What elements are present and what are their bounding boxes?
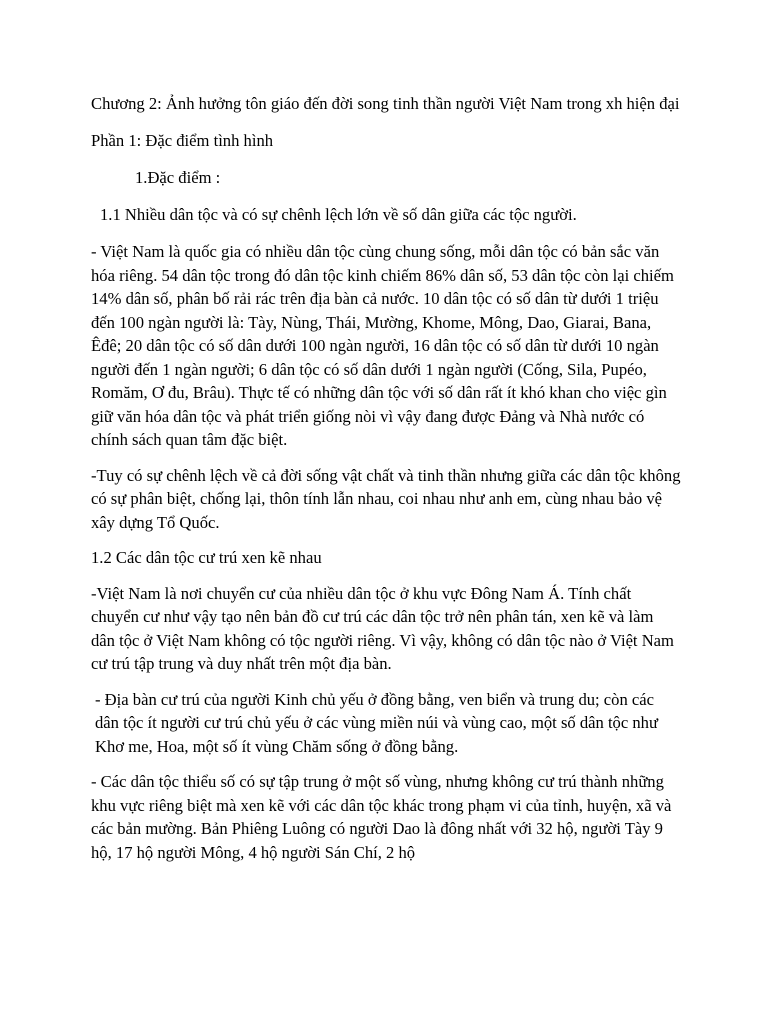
paragraph-ethnic-groups: - Việt Nam là quốc gia có nhiều dân tộc cùng chung sống, mỗi dân tộc có bản sắc văn hóa riêng. 54 dân tộc trong đó dân tộc kinh chiếm 86% dân số, 53 dân tộc còn lại chiếm 14% dân số, phân bố rải rác trên địa bàn cả nước. 10 dân tộc có số dân từ dưới 1 triệu đến 100 ngàn người là: Tày, Nùng, Thái, Mường, Khome, Mông, Dao, Giarai, Bana, Êđê; 20 dân tộc có số dân dưới 100 ngàn người, 16 dân tộc có số dân từ dưới 10 ngàn người đến 1 ngàn người; 6 dân tộc có số dân dưới 1 ngàn người (Cống, Sila, Pupéo, Romăm, Ơ đu, Brâu). Thực tế có những dân tộc với số dân rất ít khó khan cho việc gìn giữ văn hóa dân tộc và phát triển giống nòi vì vậy đang được Đảng và Nhà nước có chính sách quan tâm đặc biệt. [91, 242, 674, 449]
subsection-heading-1-2: 1.2 Các dân tộc cư trú xen kẽ nhau [91, 548, 322, 567]
chapter-title: Chương 2: Ảnh hưởng tôn giáo đến đời song tinh thần người Việt Nam trong xh hiện đại [91, 94, 680, 113]
section-heading: 1.Đặc điểm : [135, 168, 221, 187]
paragraph-residence-areas: - Địa bàn cư trú của người Kinh chủ yếu ở đồng bằng, ven biển và trung du; còn các dân tộc ít người cư trú chủ yếu ở các vùng miền núi và vùng cao, một số dân tộc như Khơ me, Hoa, một số ít vùng Chăm sống ở đồng bằng. [95, 689, 658, 756]
paragraph-equality: -Tuy có sự chênh lệch về cả đời sống vật chất và tinh thần nhưng giữa các dân tộc không có sự phân biệt, chống lại, thôn tính lẫn nhau, coi nhau như anh em, cùng nhau bảo vệ xây dựng Tổ Quốc. [91, 465, 681, 532]
paragraph-minorities: - Các dân tộc thiểu số có sự tập trung ở một số vùng, nhưng không cư trú thành những khu vực riêng biệt mà xen kẽ với các dân tộc khác trong phạm vi của tỉnh, huyện, xã và các bản mường. Bản Phiêng Luông có người Dao là đông nhất với 32 hộ, người Tày 9 hộ, 17 hộ người Mông, 4 hộ người Sán Chí, 2 hộ [91, 772, 672, 862]
subsection-heading-1-1: 1.1 Nhiều dân tộc và có sự chênh lệch lớn về số dân giữa các tộc người. [100, 204, 577, 224]
paragraph-migration: -Việt Nam là nơi chuyển cư của nhiều dân tộc ở khu vực Đông Nam Á. Tính chất chuyển cư như vậy tạo nên bản đồ cư trú các dân tộc trở nên phân tán, xen kẽ và làm dân tộc ở Việt Nam không có tộc người riêng. Vì vậy, không có dân tộc nào ở Việt Nam cư trú tập trung và duy nhất trên một địa bàn. [91, 583, 674, 673]
part-heading: Phần 1: Đặc điểm tình hình [91, 130, 274, 150]
document-page [91, 92, 681, 876]
